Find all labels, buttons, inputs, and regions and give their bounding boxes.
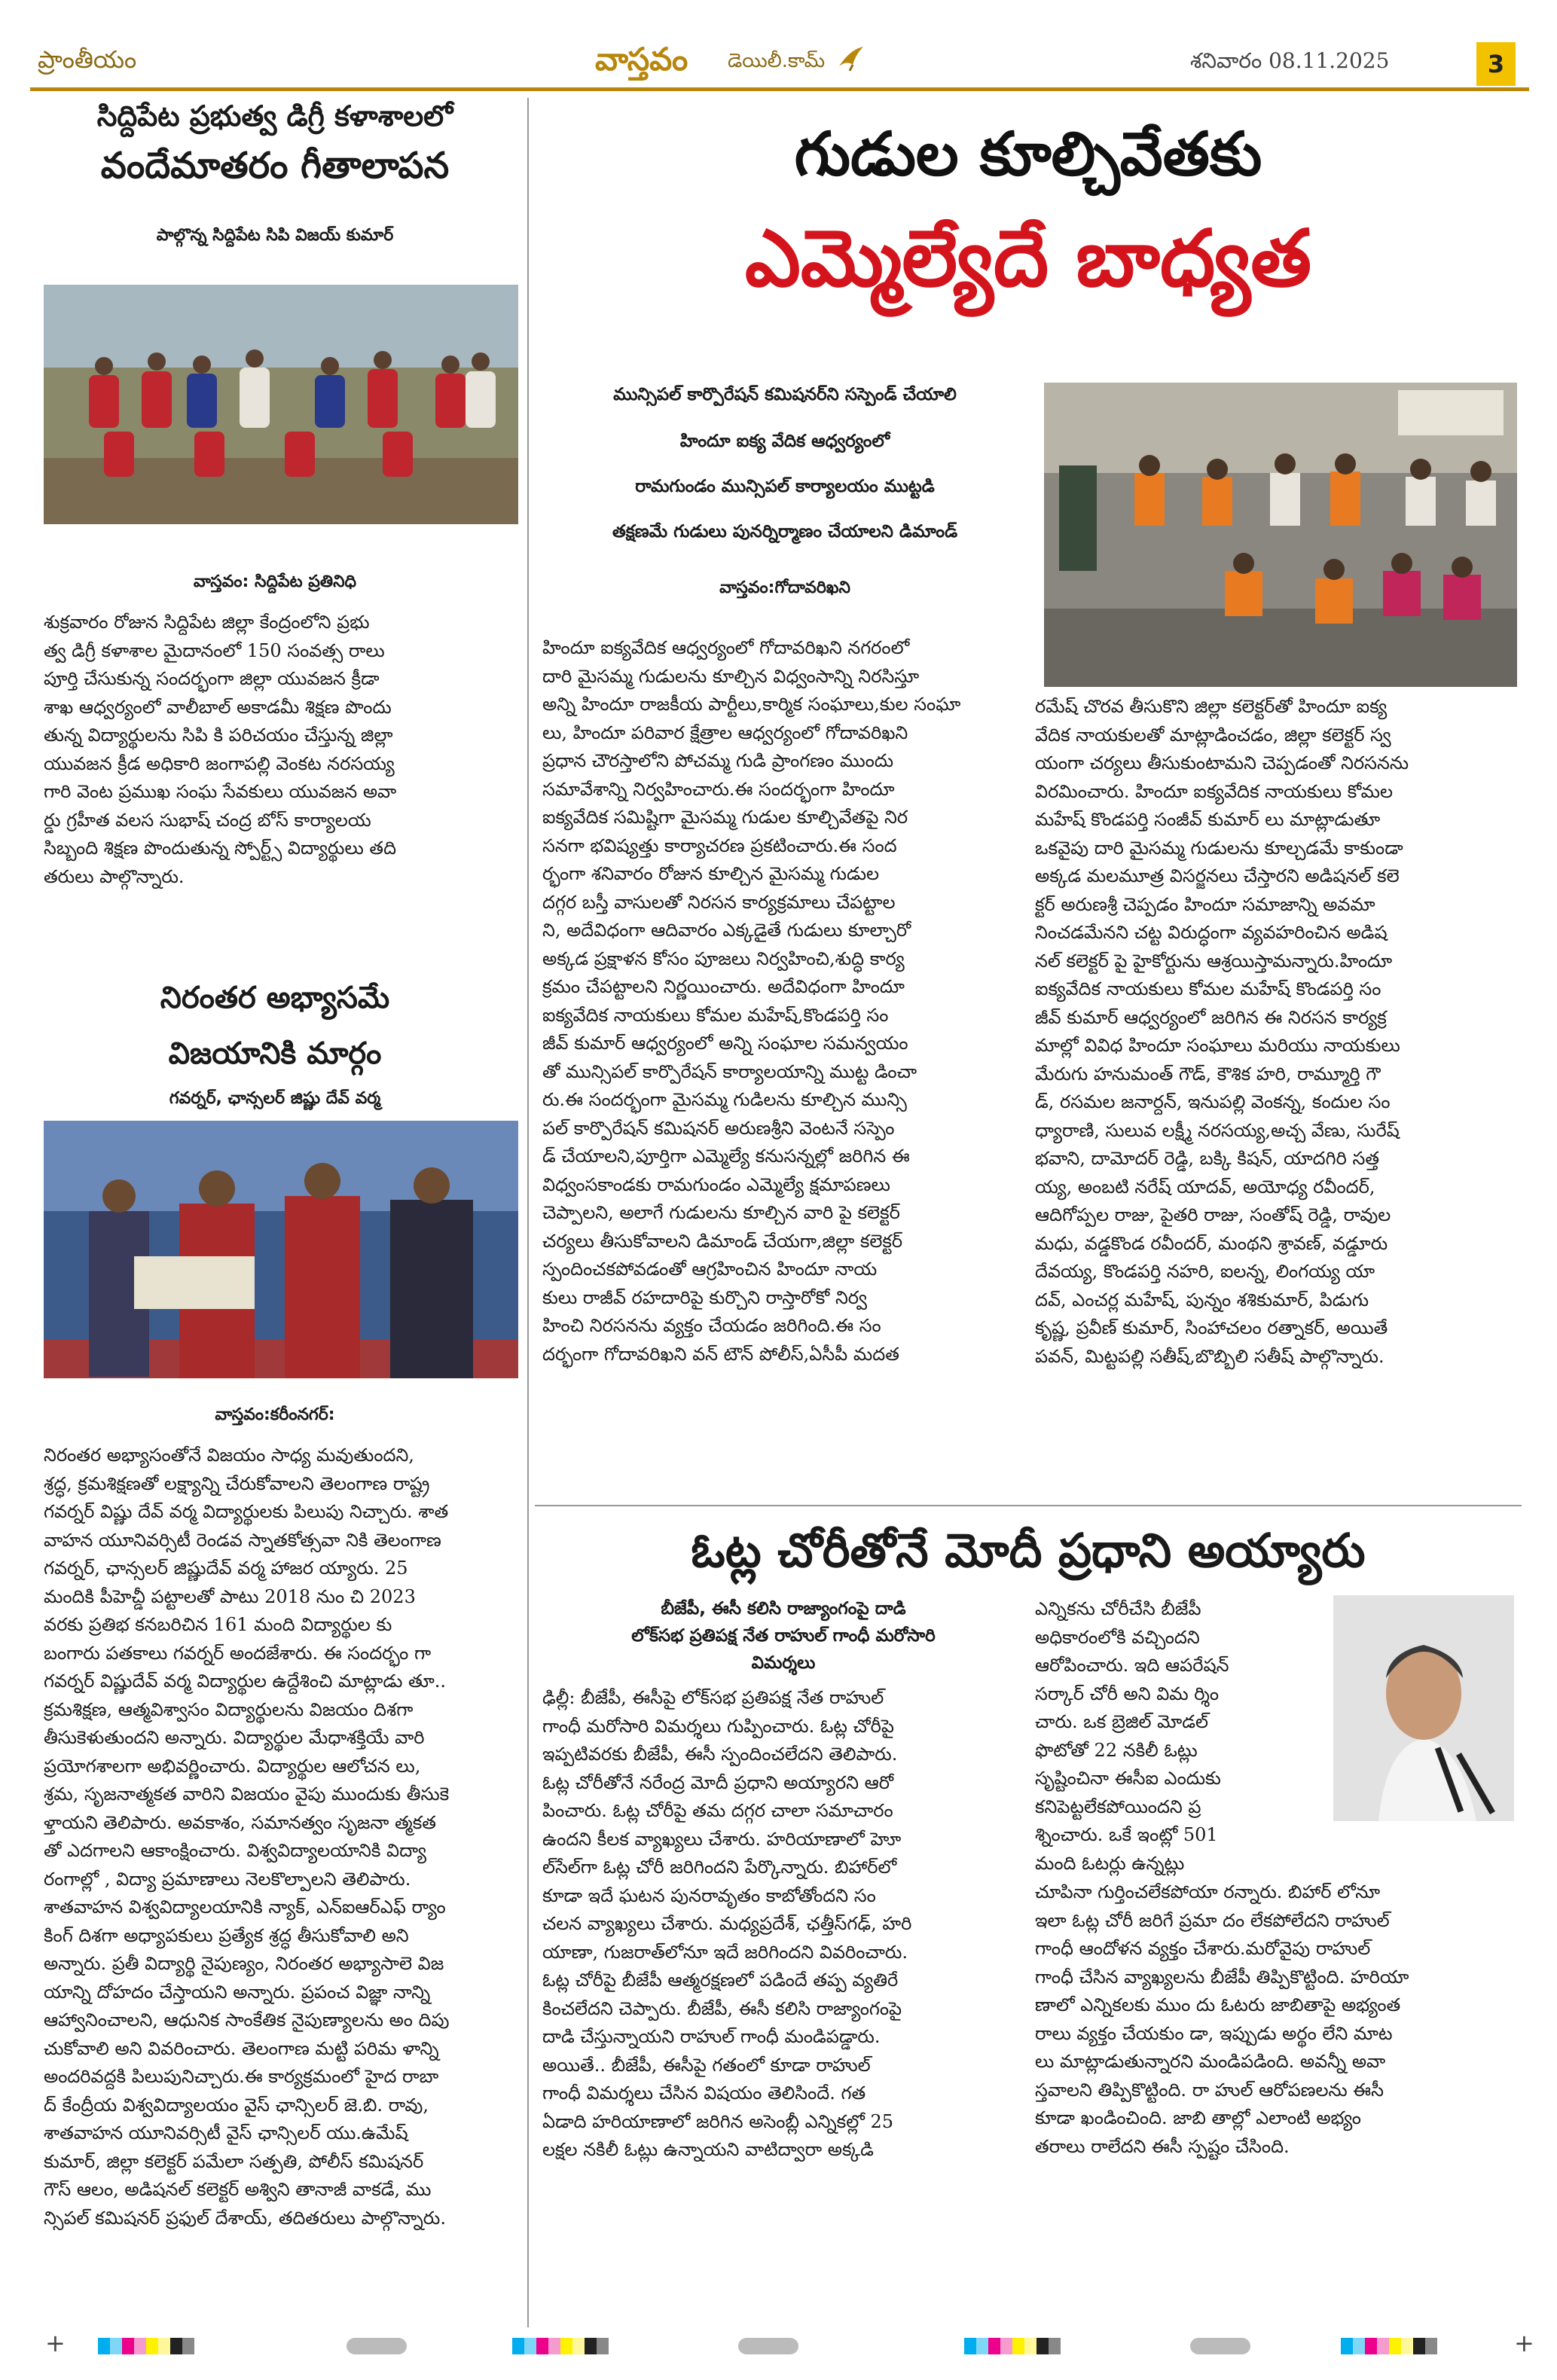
story4-body-right-top: ఎన్నికను చోరీచేసి బీజేపీ అధికారంలోకి వచ్చిందని ఆరోపించారు. ఇది ఆపరేషన్ సర్కార్ చోరీ అని విమ ర్శిం చారు. ఒక బ్రెజిల్ మోడల్ ఫొటోతో 22 నకిలీ ఓట్లు సృష్టించినా ఈసీఐ ఎందుకు కనిపెట్టలేకపోయిందని ప్ర శ్నించారు. ఒకే ఇంట్లో 501 మంది ఓటర్లు ఉన్నట్లు	[1035, 1598, 1229, 1874]
column-rule-left	[527, 98, 529, 2327]
story1-subhead: పాల్గొన్న సిద్దిపేట సిపి విజయ్ కుమార్	[156, 226, 394, 245]
section-name: ప్రాంతీయం	[38, 45, 137, 74]
story4-subhead-1: బీజేపీ, ఈసీ కలిసి రాజ్యాంగంపై దాడి	[661, 1599, 906, 1619]
crosshair-icon: +	[45, 2329, 66, 2357]
story3-subhead-1: మున్సిపల్ కార్పొరేషన్ కమిషనర్‌ని సస్పెండ్ చేయాలి	[613, 385, 957, 404]
story3-body-right: రమేష్ చొరవ తీసుకొని జిల్లా కలెక్టర్‌తో హిందూ ఐక్య వేదిక నాయకులతో మాట్లాడించడం, జిల్లా కలెక్టర్ స్వ యంగా చర్యలు తీసుకుంటామని చెప్పడంతో నిరసనను విరమించారు. హిందూ ఐక్యవేదిక నాయకులు కోమల మహేష్ కొండపర్తి సంజీవ్ కుమార్ లు మాట్లాడుతూ ఒకవైపు దారి మైసమ్మ గుడులను కూల్చడమే కాకుండా అక్కడ మలమూత్ర విసర్జనలు చేస్తారని అడిషనల్ కలె క్టర్ అరుణశ్రీ చెప్పడం హిందూ సమాజాన్ని అవమా నించడమేనని చట్ట విరుద్ధంగా వ్యవహరించిన అడిష నల్ కలెక్టర్ పై హైకోర్టును ఆశ్రయిస్తామన్నారు.హిందూ ఐక్యవేదిక నాయకులు కోమల మహేష్ కొండపర్తి సం జీవ్ కుమార్ ఆధ్వర్యంలో జరిగిన ఈ నిరసన కార్యక్ర మాల్లో వివిధ హిందూ సంఘాలు మరియు నాయకులు మేరుగు హనుమంత్ గౌడ్, కౌశిక హరి, రామ్మూర్తి గౌ డ్, రసమల జనార్దన్, ఇనుపల్లి వెంకన్న, కందుల సం ధ్యారాణి, సులువ లక్ష్మీ నరసయ్య,అచ్చ వేణు, సురేష్ భవాని, దామోదర్ రెడ్డి, బక్కి కిషన్, యాదగిరి సత్త య్య, అంబటి నరేష్ యాదవ్, అయోధ్య రవీందర్, ఆదిగోప్పల రాజు, పైతరి రాజు, సంతోష్ రెడ్డి, రావుల మధు, వడ్డకొండ రవీందర్, మంథని శ్రావణ్, వడ్డూరు దేవయ్య, కొండపర్తి నహరి, ఐలన్న, లింగయ్య యా దవ్, ఎంచర్ల మహేష్, పున్నం శశికుమార్, పిడుగు కృష్ణ, ప్రవీణ్ కుమార్, సింహాచలం రత్నాకర్, అయితే పవన్, మిట్టపల్లి సతీష్,బొబ్బిలి సతీష్ పాల్గొన్నారు.	[1035, 696, 1409, 1367]
page-number: 3	[1476, 42, 1516, 86]
story4-subhead-3: విమర్శలు	[751, 1653, 816, 1673]
story2-body: నిరంతర అభ్యాసంతోనే విజయం సాధ్య మవుతుందని, శ్రద్ధ, క్రమశిక్షణతో లక్ష్యాన్ని చేరుకోవాలని తెలంగాణ రాష్ట్ర గవర్నర్ విష్ణు దేవ్ వర్మ విద్యార్థులకు పిలుపు నిచ్చారు. శాత వాహన యూనివర్సిటీ రెండవ స్నాతకోత్సవా నికి తెలంగాణ గవర్నర్, ఛాన్సలర్ జిష్ణుదేవ్ వర్మ హాజర య్యారు. 25 మందికి పీహెచ్డీ పట్టాలతో పాటు 2018 నుం చి 2023 వరకు ప్రతిభ కనబరిచిన 161 మంది విద్యార్థుల కు బంగారు పతకాలు గవర్నర్ అందజేశారు. ఈ సందర్భం గా గవర్నర్ విష్ణుదేవ్ వర్మ విద్యార్థుల ఉద్దేశించి మాట్లాడు తూ.. క్రమశిక్షణ, ఆత్మవిశ్వాసం విద్యార్థులను విజయం దిశగా తీసుకెళుతుందని అన్నారు. విద్యార్థుల మేధాశక్తియే వారి ప్రయోగశాలగా అభివర్ణించారు. విద్యార్థుల ఆలోచన లు, శ్రమ, సృజనాత్మకత వారిని విజయం వైపు ముందుకు తీసుకె ళ్తాయని తెలిపారు. అవకాశం, సమానత్వం సృజనా త్మకత తో ఎదగాలని ఆకాంక్షించారు. విశ్వవిద్యాలయానికి విద్యా రంగాల్లో , విద్యా ప్రమాణాలు నెలకొల్పాలని తెలిపారు. శాతవాహన విశ్వవిద్యాలయానికి న్యాక్, ఎన్ఐఆర్ఎఫ్ ర్యాం కింగ్ దిశగా అధ్యాపకులు ప్రత్యేక శ్రద్ధ తీసుకోవాలి అని అన్నారు. ప్రతీ విద్యార్థి నైపుణ్యం, నిరంతర అభ్యాసాలె విజ యాన్ని దోహదం చేస్తాయని అన్నారు. ప్రపంచ విజ్ఞా నాన్ని ఆహ్వానించాలని, ఆధునిక సాంకేతిక నైపుణ్యాలను అం దిపు చుకోవాలి అని వివరించారు. తెలంగాణ మట్టి పరిమ ళాన్ని అందరివద్దకి పిలుపునిచ్చారు.ఈ కార్యక్రమంలో హైద రాబా ద్ కేంద్రీయ విశ్వవిద్యాలయం వైస్ ఛాన్సిలర్ జె.బి. రావు, శాతవాహన యూనివర్సిటీ వైస్ ఛాన్సిలర్ యు.ఉమేష్ కుమార్, జిల్లా కలెక్టర్ పమేలా సత్పతి, పోలీస్ కమిషనర్ గౌస్ ఆలం, అడిషనల్ కలెక్టర్ అశ్విని తానాజీ వాకడే, ము న్సిపల్ కమిషనర్ ప్రఫుల్ దేశాయ్, తదితరులు పాల్గొన్నారు.	[44, 1445, 450, 2229]
paper-subtitle: డెయిలీ.కామ్	[728, 50, 826, 72]
story3-subhead-3: రామగుండం మున్సిపల్ కార్యాలయం ముట్టడి	[635, 477, 935, 496]
color-bar-4	[1341, 2338, 1437, 2354]
story4-body-right-bottom: చూపినా గుర్తించలేకపోయా రన్నారు. బిహార్ లోనూ ఇలా ఓట్ల చోరీ జరిగే ప్రమా దం లేకపోలేదని రాహుల్ గాంధీ ఆందోళన వ్యక్తం చేశారు.మరోవైపు రాహుల్ గాంధీ చేసిన వ్యాఖ్యలను బీజేపీ తిప్పికొట్టింది. హరియా ణాలో ఎన్నికలకు ముం దు ఓటరు జాబితాపై అభ్యంత రాలు వ్యక్తం చేయకుం డా, ఇప్పుడు అర్థం లేని మాట లు మాట్లాడుతున్నారని మండిపడింది. అవన్నీ అవా స్తవాలని తిప్పికొట్టింది. రా హుల్ ఆరోపణలను ఈసీ కూడా ఖండించింది. జాబి తాల్లో ఎలాంటి అభ్యం తరాలు రాలేదని ఈసీ స్పష్టం చేసింది.	[1035, 1881, 1409, 2157]
volleyball-team-photo	[44, 285, 518, 524]
story3-dateline: వాస్తవం:గోదావరిఖని	[719, 578, 850, 597]
story2-dateline: వాస్తవం:కరీంనగర్:	[215, 1405, 335, 1424]
color-bar-2	[512, 2338, 609, 2354]
story-rule	[535, 1505, 1522, 1506]
story3-headline-line2: ఎమ్మెల్యేదే బాధ్యత	[744, 212, 1312, 304]
convocation-photo	[44, 1121, 518, 1378]
crosshair-icon: +	[1514, 2329, 1534, 2357]
color-bar-pill	[347, 2338, 407, 2354]
story4-headline: ఓట్ల చోరీతోనే మోదీ ప్రధాని అయ్యారు	[691, 1523, 1366, 1578]
color-bar-pill	[1190, 2338, 1250, 2354]
story2-headline-line2: విజయానికి మార్గం	[168, 1036, 382, 1071]
color-bar-1	[98, 2338, 194, 2354]
story2-subhead: గవర్నర్, ఛాన్సలర్ జిష్ణు దేవ్ వర్మ	[169, 1089, 381, 1108]
color-bar-pill	[738, 2338, 798, 2354]
story4-body-left: ఢిల్లీ: బీజేపీ, ఈసీపై లోక్‌సభ ప్రతిపక్ష నేత రాహుల్ గాంధీ మరోసారి విమర్శలు గుప్పించారు. ఓట్ల చోరీపై ఇప్పటివరకు బీజేపీ, ఈసీ స్పందించలేదని తెలిపారు. ఓట్ల చోరీతోనే నరేంద్ర మోదీ ప్రధాని అయ్యారని ఆరో పించారు. ఓట్ల చోరీపై తమ దగ్గర చాలా సమాచారం ఉందని కీలక వ్యాఖ్యలు చేశారు. హరియాణాలో హెూ ల్‌సేల్‌గా ఓట్ల చోరీ జరిగిందని పేర్కొన్నారు. బిహార్‌లో కూడా ఇదే ఘటన పునరావృతం కాబోతోందని సం చలన వ్యాఖ్యలు చేశారు. మధ్యప్రదేశ్, ఛత్తీస్‌గఢ్, హరి యాణా, గుజరాత్‌లోనూ ఇదే జరిగిందని వివరించారు. ఓట్ల చోరీపై బీజేపీ ఆత్మరక్షణలో పడిందే తప్ప వ్యతిరే కించలేదని చెప్పారు. బీజేపీ, ఈసీ కలిసి రాజ్యాంగంపై దాడి చేస్తున్నాయని రాహుల్ గాంధీ మండిపడ్డారు. అయితే.. బీజేపీ, ఈసీపై గతంలో కూడా రాహుల్ గాంధీ విమర్శలు చేసిన విషయం తెలిసిందే. గత ఏడాది హరియాణాలో జరిగిన అసెంబ్లీ ఎన్నికల్లో 25 లక్షల నకిలీ ఓట్లు ఉన్నాయని వాటిద్వారా అక్కడి	[542, 1687, 912, 2160]
story1-dateline: వాస్తవం: సిద్దిపేట ప్రతినిధి	[193, 572, 357, 591]
story2-headline-line1: నిరంతర అభ్యాసమే	[160, 981, 390, 1015]
protest-photo	[1044, 383, 1517, 687]
story3-headline-line1: గుడుల కూల్చివేతకు	[794, 119, 1262, 189]
story1-headline-line2: వందేమాతరం గీతాలాపన	[100, 145, 450, 187]
story1-headline-line1: సిద్దిపేట ప్రభుత్వ డిగ్రీ కళాశాలలో	[96, 99, 453, 133]
rahul-gandhi-photo	[1333, 1595, 1514, 1821]
story3-subhead-4: తక్షణమే గుడులు పునర్నిర్మాణం చేయాలని డిమాండ్	[612, 522, 958, 542]
story4-subhead-2: లోక్‌సభ ప్రతిపక్ష నేత రాహుల్ గాంధీ మరోసారి	[631, 1626, 936, 1646]
bird-icon	[836, 44, 866, 74]
story3-subhead-2: హిందూ ఐక్య వేదిక ఆధ్వర్యంలో	[679, 432, 890, 451]
story1-body: శుక్రవారం రోజున సిద్దిపేట జిల్లా కేంద్రంలోని ప్రభు త్వ డిగ్రీ కళాశాల మైదానంలో 150 సంవత్స రాలు పూర్తి చేసుకున్న సందర్భంగా జిల్లా యువజన క్రీడా శాఖ ఆధ్వర్యంలో వాలీబాల్ అకాడమీ శిక్షణ పొందు తున్న విద్యార్థులను సిపి కి పరిచయం చేస్తున్న జిల్లా యువజన క్రీడ అధికారి జంగాపల్లి వెంకట నరసయ్య గారి వెంట ప్రముఖ సంఘ సేవకులు యువజన అవా ర్డు గ్రహీత వలస సుభాష్ చంద్ర బోస్ కార్యాలయ సిబ్బంది శిక్షణ పొందుతున్న స్పోర్ట్స్ విద్యార్థులు తది తరులు పాల్గొన్నారు.	[44, 612, 397, 887]
color-bar-3	[964, 2338, 1061, 2354]
paper-name: వాస్తవం	[595, 41, 688, 78]
story3-body-left: హిందూ ఐక్యవేదిక ఆధ్వర్యంలో గోదావరిఖని నగరంలో దారి మైసమ్మ గుడులను కూల్చిన విధ్వంసాన్ని నిరసిస్తూ అన్ని హిందూ రాజకీయ పార్టీలు,కార్మిక సంఘాలు,కుల సంఘా లు, హిందూ పరివార క్షేత్రాల ఆధ్వర్యంలో గోదావరిఖని ప్రధాన చౌరస్తాలోని పోచమ్మ గుడి ప్రాంగణం ముందు సమావేశాన్ని నిర్వహించారు.ఈ సందర్భంగా హిందూ ఐక్యవేదిక సమిష్టిగా మైసమ్మ గుడుల కూల్చివేతపై నిర సనగా భవిష్యత్తు కార్యాచరణ ప్రకటించారు.ఈ సంద ర్భంగా శనివారం రోజున కూల్చిన మైసమ్మ గుడుల దగ్గర బస్తీ వాసులతో నిరసన కార్యక్రమాలు చేపట్టాల ని, అదేవిధంగా ఆదివారం ఎక్కడైతే గుడులు కూల్చారో అక్కడ ప్రక్షాళన కోసం పూజలు నిర్వహించి,శుద్ధి కార్య క్రమం చేపట్టాలని నిర్ణయించారు. అదేవిధంగా హిందూ ఐక్యవేదిక నాయకులు కోమల మహేష్,కొండపర్తి సం జీవ్ కుమార్ ఆధ్వర్యంలో అన్ని సంఘాల సమన్వయం తో మున్సిపల్ కార్పొరేషన్ కార్యాలయాన్ని ముట్ట డించా రు.ఈ సందర్భంగా మైసమ్మ గుడిలను కూల్చిన మున్సి పల్ కార్పొరేషన్ కమిషనర్ అరుణశ్రీని వెంటనే సస్పెం డ్ చేయాలని,పూర్తిగా ఎమ్మెల్యే కనుసన్నల్లో జరిగిన ఈ విధ్వంసకాండకు రామగుండం ఎమ్మెల్యే క్షమాపణలు చెప్పాలని, అలాగే గుడులను కూల్చిన వారి పై కలెక్టర్ చర్యలు తీసుకోవాలని డిమాండ్ చేయగా,జిల్లా కలెక్టర్ స్పందించకపోవడంతో ఆగ్రహించిన హిందూ నాయ కులు రాజీవ్ రహదారిపై కుర్చొని రాస్తారోకో నిర్వ హించి నిరసనను వ్యక్తం చేయడం జరిగింది.ఈ సం దర్భంగా గోదావరిఖని వన్ టౌన్ పోలీస్,ఏసీపీ మదత	[542, 637, 961, 1365]
issue-date: శనివారం 08.11.2025	[1190, 48, 1390, 73]
